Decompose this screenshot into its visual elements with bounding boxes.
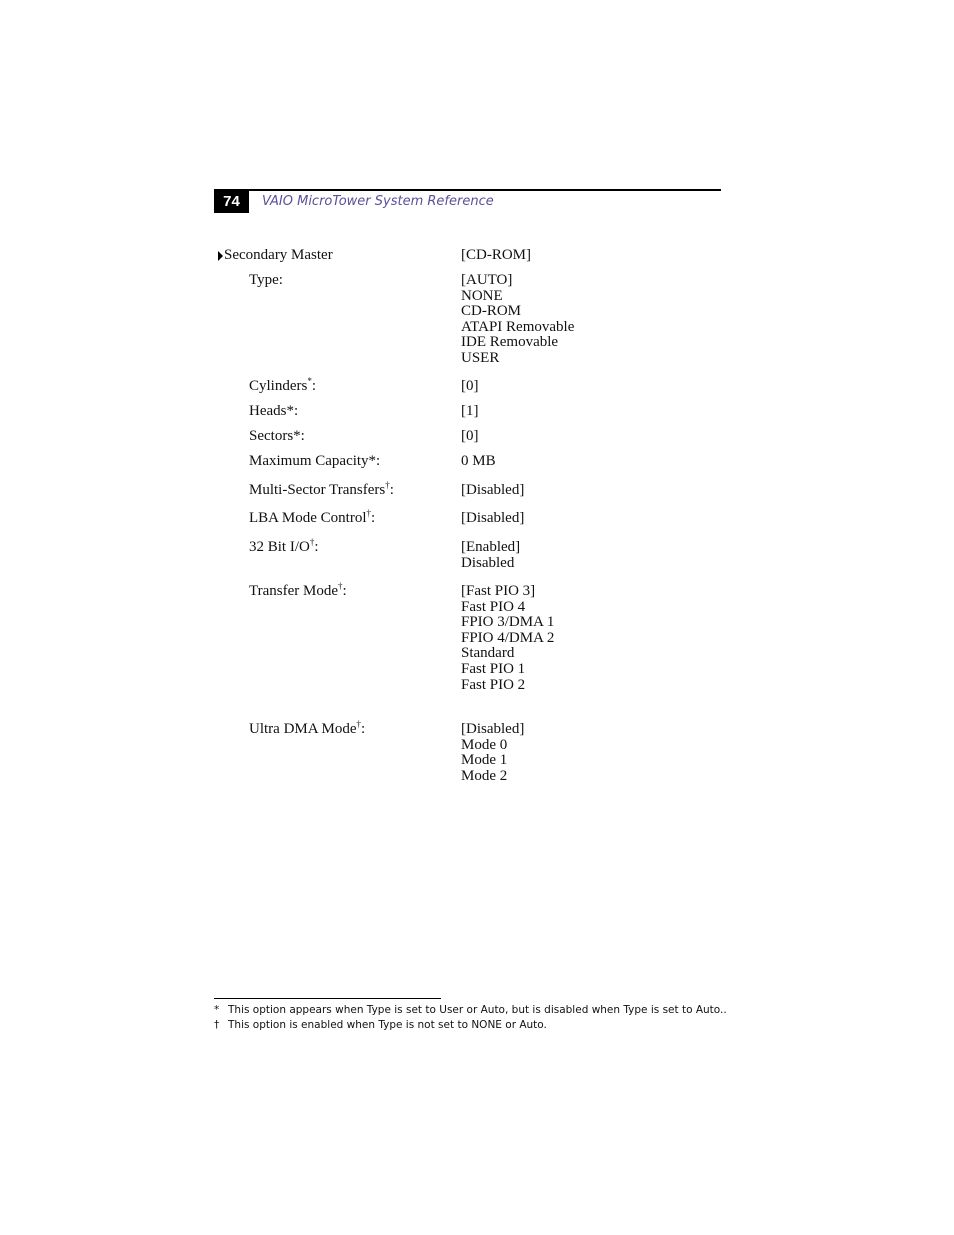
setting-label-lba-mode: LBA Mode Control†:: [249, 508, 376, 526]
option-value: [Enabled]: [461, 539, 521, 555]
setting-label-transfer-mode: Transfer Mode†:: [249, 581, 347, 599]
setting-values-max-capacity: [461, 454, 496, 470]
option-value: Mode 2: [461, 767, 508, 784]
footnote-mark: †: [356, 719, 361, 729]
setting-values-heads: [461, 404, 479, 420]
footnote-text: This option is enabled when Type is not set to NONE or Auto.: [228, 1019, 547, 1031]
running-header-title: VAIO MicroTower System Reference: [262, 194, 494, 209]
footnote-mark: †: [366, 508, 372, 518]
option-value: Fast PIO 4: [461, 598, 526, 615]
option-value: USER: [461, 349, 500, 366]
caret-right-icon: [218, 251, 223, 261]
section-label: Secondary Master: [224, 247, 333, 263]
setting-values-cylinders: [461, 379, 479, 395]
setting-label-heads: Heads*:: [249, 403, 299, 419]
footnote-text: This option appears when Type is set to User or Auto, but is disabled when Type is set to Auto..: [228, 1004, 727, 1016]
setting-values-lba-mode: [461, 511, 524, 527]
option-value: Fast PIO 1: [461, 660, 526, 677]
option-value: [0]: [461, 378, 479, 394]
setting-values-sectors: [461, 429, 479, 445]
option-value: [Disabled]: [461, 721, 525, 737]
option-value: [0]: [461, 428, 479, 444]
footnote: [214, 1018, 547, 1032]
option-value: [Disabled]: [461, 482, 525, 498]
option-value: Fast PIO 2: [461, 676, 526, 693]
option-value: Disabled: [461, 554, 515, 571]
option-value: ATAPI Removable: [461, 318, 575, 335]
footnote-mark: †: [309, 537, 315, 547]
option-value: Mode 1: [461, 752, 508, 769]
footnote: [214, 1003, 727, 1017]
footnote-mark: †: [338, 581, 343, 591]
option-value: FPIO 4/DMA 2: [461, 629, 555, 646]
setting-label-sectors: Sectors*:: [249, 428, 305, 444]
page-number: 74: [214, 191, 249, 213]
setting-label-max-capacity: Maximum Capacity*:: [249, 453, 381, 469]
footnote-mark: *: [307, 376, 312, 386]
option-value: [Fast PIO 3]: [461, 583, 536, 599]
footnote-mark: *: [214, 1004, 220, 1016]
setting-values-32bit-io: [461, 540, 520, 571]
option-value: [Disabled]: [461, 510, 525, 526]
setting-label-type: Type:: [249, 272, 283, 288]
option-value: [1]: [461, 403, 479, 419]
option-value: NONE: [461, 287, 503, 304]
option-value: IDE Removable: [461, 334, 559, 351]
setting-label-cylinders: Cylinders*:: [249, 376, 317, 394]
setting-label-ultra-dma: Ultra DMA Mode†:: [249, 719, 366, 737]
setting-label-multi-sector: Multi-Sector Transfers†:: [249, 480, 394, 498]
header-rule: [214, 189, 721, 191]
setting-values-ultra-dma: [461, 722, 524, 784]
option-value: 0 MB: [461, 453, 496, 469]
option-value: FPIO 3/DMA 1: [461, 614, 555, 631]
footnote-rule: [214, 998, 441, 999]
option-value: [AUTO]: [461, 272, 513, 288]
option-value: CD-ROM: [461, 303, 522, 320]
option-value: Mode 0: [461, 736, 508, 753]
footnote-mark: †: [214, 1019, 220, 1031]
footnote-mark: †: [385, 480, 390, 490]
setting-values-type: [461, 273, 574, 367]
section-value: [CD-ROM]: [461, 247, 531, 263]
setting-label-32bit-io: 32 Bit I/O†:: [249, 537, 319, 555]
setting-values-multi-sector: [461, 483, 524, 499]
option-value: Standard: [461, 645, 515, 662]
setting-values-transfer-mode: [461, 584, 554, 693]
